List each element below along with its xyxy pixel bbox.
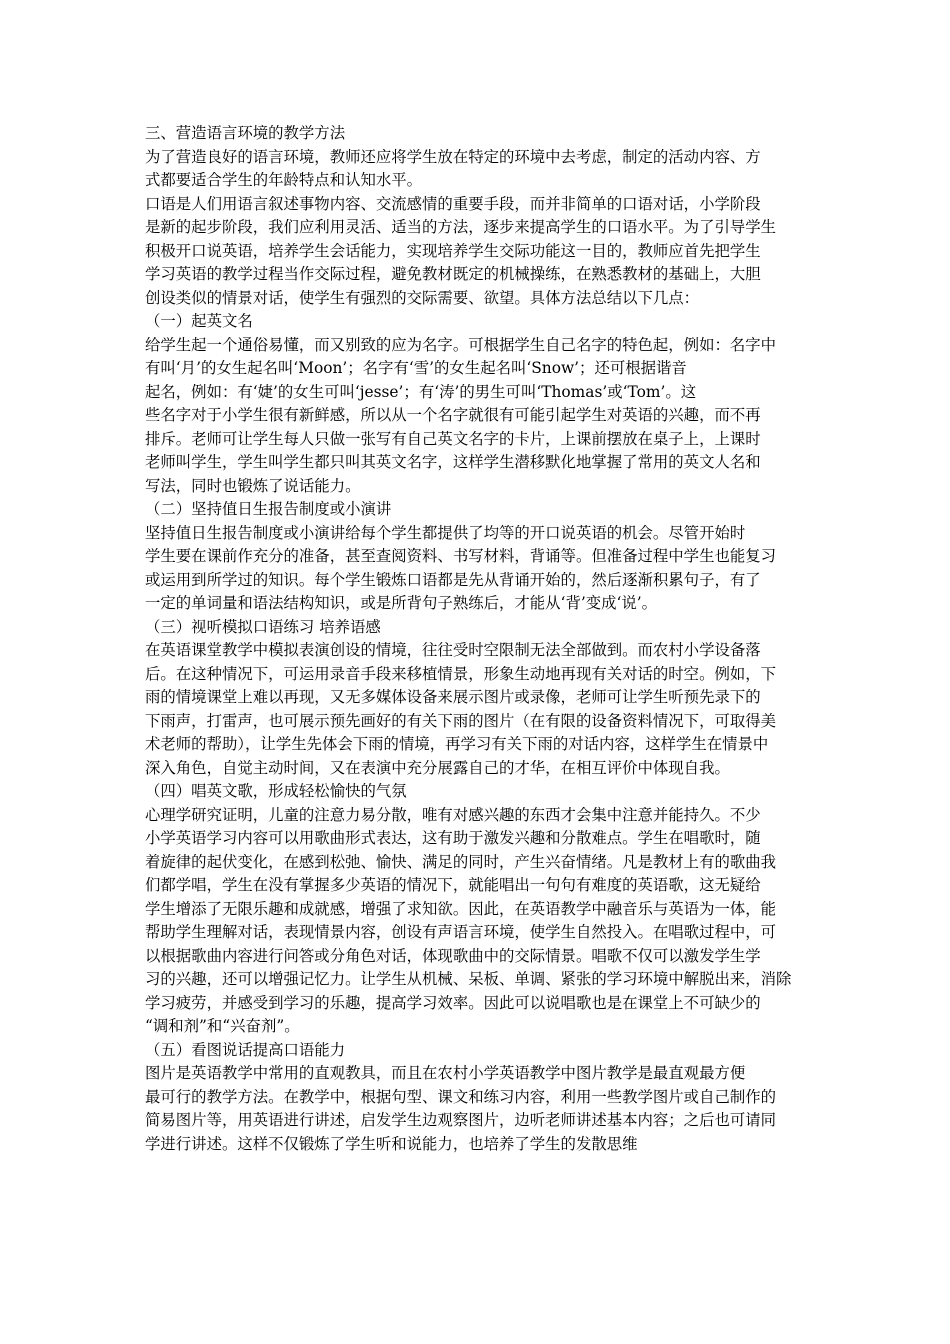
text-line: 口语是人们用语言叙述事物内容、交流感情的重要手段，而并非简单的口语对话，小学阶段 bbox=[145, 194, 761, 213]
text-line: 们都学唱，学生在没有掌握多少英语的情况下，就能唱出一句句有难度的英语歌，这无疑给 bbox=[145, 876, 761, 894]
section-picture-talk bbox=[145, 1039, 810, 1157]
text-line: 最可行的教学方法。在教学中，根据句型、课文和练习内容，利用一些教学图片或自己制作的 bbox=[145, 1087, 777, 1106]
text-line: 帮助学生理解对话，表现情景内容，创设有声语言环境，使学生自然投入。在唱歌过程中，可 bbox=[145, 923, 777, 941]
text-line: 积极开口说英语，培养学生会话能力，实现培养学生交际功能这一目的，教师应首先把学生 bbox=[145, 241, 761, 260]
text-line: 心理学研究证明，儿童的注意力易分散，唯有对感兴趣的东西才会集中注意并能持久。不少 bbox=[145, 805, 761, 824]
section-audio-visual bbox=[145, 616, 810, 781]
text-line: 一定的单词量和语法结构知识，或是所背句子熟练后，才能从‘背’变成‘说’。 bbox=[145, 594, 658, 612]
text-line: 雨的情境课堂上难以再现，又无多媒体设备来展示图片或录像，老师可让学生听预先录下的 bbox=[145, 688, 761, 706]
text-line: 深入角色，自觉主动时间，又在表演中充分展露自己的才华，在相互评价中体现自我。 bbox=[145, 758, 730, 777]
text-line: 习的兴趣，还可以增强记忆力。让学生从机械、呆板、单调、紧张的学习环境中解脱出来，消除 bbox=[145, 970, 792, 988]
document-body bbox=[145, 122, 810, 1156]
text-line: 下雨声，打雷声，也可展示预先画好的有关下雨的图片（在有限的设备资料情况下，可取得美 bbox=[145, 711, 777, 730]
section-heading: （三）视听模拟口语练习 培养语感 bbox=[145, 617, 381, 636]
text-line: 后。在这种情况下，可运用录音手段来移植情景，形象生动地再现有关对话的时空。例如，下 bbox=[145, 664, 777, 683]
text-line: 简易图片等，用英语进行讲述，启发学生边观察图片，边听老师讲述基本内容；之后也可请同 bbox=[145, 1111, 777, 1129]
intro-paragraph bbox=[145, 146, 810, 193]
text-line: 为了营造良好的语言环境，教师还应将学生放在特定的环境中去考虑，制定的活动内容、方 bbox=[145, 147, 761, 166]
text-line: 给学生起一个通俗易懂，而又别致的应为名字。可根据学生自己名字的特色起，例如：名字中 bbox=[145, 335, 777, 354]
text-line: 创设类似的情景对话，使学生有强烈的交际需要、欲望。具体方法总结以下几点： bbox=[145, 288, 700, 307]
text-line: 以根据歌曲内容进行问答或分角色对话，体现歌曲中的交际情景。唱歌不仅可以激发学生学 bbox=[145, 946, 761, 965]
text-line: 是新的起步阶段，我们应利用灵活、适当的方法，逐步来提高学生的口语水平。为了引导学生 bbox=[145, 218, 777, 236]
oral-paragraph bbox=[145, 193, 810, 311]
section-title: 三、营造语言环境的教学方法 bbox=[145, 124, 346, 142]
text-line: 学习英语的教学过程当作交际过程，避免教材既定的机械操练，在熟悉教材的基础上，大胆 bbox=[145, 265, 761, 283]
text-line: 在英语课堂教学中模拟表演创设的情境，往往受时空限制无法全部做到。而农村小学设备落 bbox=[145, 641, 761, 659]
text-line: 学习疲劳，并感受到学习的乐趣，提高学习效率。因此可以说唱歌也是在课堂上不可缺少的 bbox=[145, 993, 761, 1012]
text-line: 学进行讲述。这样不仅锻炼了学生听和说能力，也培养了学生的发散思维 bbox=[145, 1134, 638, 1153]
section-heading: （二）坚持值日生报告制度或小演讲 bbox=[145, 500, 392, 518]
text-line: 学生要在课前作充分的准备，甚至查阅资料、书写材料，背诵等。但准备过程中学生也能复习 bbox=[145, 547, 777, 565]
text-line: 老师叫学生，学生叫学生都只叫其英文名字，这样学生潜移默化地掌握了常用的英文人名和 bbox=[145, 453, 761, 471]
text-line: 或运用到所学过的知识。每个学生锻炼口语都是先从背诵开始的，然后逐渐积累句子，有了 bbox=[145, 570, 761, 589]
section-english-names bbox=[145, 310, 810, 498]
text-line: 些名字对于小学生很有新鲜感，所以从一个名字就很有可能引起学生对英语的兴趣，而不再 bbox=[145, 406, 761, 424]
text-line: 图片是英语教学中常用的直观教具，而且在农村小学英语教学中图片教学是最直观最方便 bbox=[145, 1064, 746, 1082]
text-line: 坚持值日生报告制度或小演讲给每个学生都提供了均等的开口说英语的机会。尽管开始时 bbox=[145, 523, 746, 542]
section-english-songs bbox=[145, 780, 810, 1039]
text-line: 式都要适合学生的年龄特点和认知水平。 bbox=[145, 171, 423, 189]
text-line: 小学英语学习内容可以用歌曲形式表达，这有助于激发兴趣和分散难点。学生在唱歌时，随 bbox=[145, 829, 761, 847]
section-heading: （四）唱英文歌，形成轻松愉快的气氛 bbox=[145, 782, 407, 800]
section-heading: （一）起英文名 bbox=[145, 312, 253, 330]
text-line: 起名，例如：有‘婕’的女生可叫‘jesse’；有‘涛’的男生可叫‘Thomas’或‘Tom’。这 bbox=[145, 382, 697, 401]
text-line: 写法，同时也锻炼了说话能力。 bbox=[145, 476, 361, 495]
section-duty-report bbox=[145, 498, 810, 616]
section-heading: （五）看图说话提高口语能力 bbox=[145, 1040, 346, 1059]
text-line: 排斥。老师可让学生每人只做一张写有自己英文名字的卡片，上课前摆放在桌子上，上课时 bbox=[145, 429, 761, 448]
text-line: “调和剂”和“兴奋剂”。 bbox=[145, 1017, 300, 1035]
text-line: 着旋律的起伏变化，在感到松弛、愉快、满足的同时，产生兴奋情绪。凡是教材上有的歌曲我 bbox=[145, 852, 777, 871]
text-line: 术老师的帮助），让学生先体会下雨的情境，再学习有关下雨的对话内容，这样学生在情景中 bbox=[145, 735, 769, 753]
text-line: 有叫‘月’的女生起名叫‘Moon’；名字有‘雪’的女生起名叫‘Snow’；还可根据谐音 bbox=[145, 359, 687, 377]
text-line: 学生增添了无限乐趣和成就感，增强了求知欲。因此，在英语教学中融音乐与英语为一体，能 bbox=[145, 899, 777, 918]
